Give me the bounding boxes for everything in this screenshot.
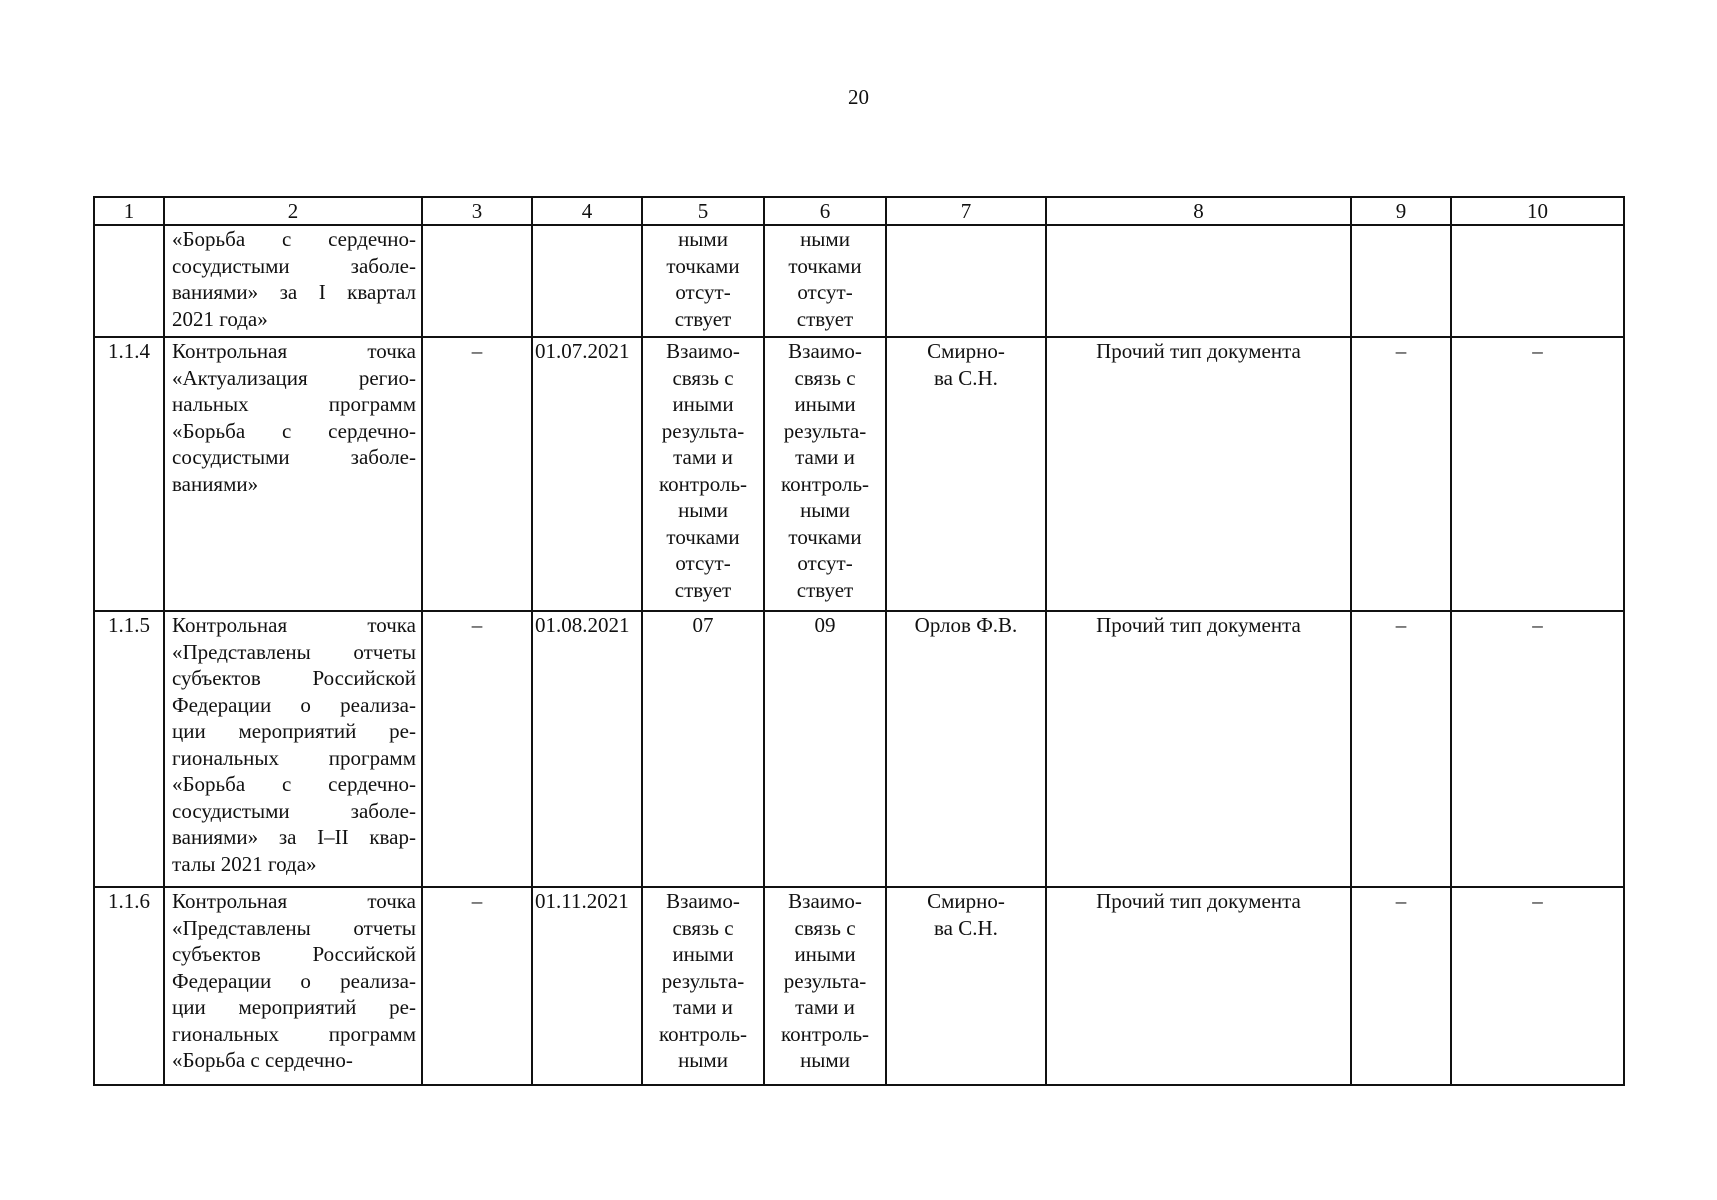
header-cell: 4: [532, 197, 642, 225]
row-col5-cell: [642, 611, 764, 887]
row-responsible-cell: [886, 225, 1046, 337]
cell-line: гиональных программ: [172, 1021, 416, 1046]
cell-line: 2021 года»: [172, 306, 268, 331]
row-doc-type-cell: Прочий тип документа: [1046, 337, 1351, 611]
header-cell: 1: [94, 197, 164, 225]
row-col5-cell: [642, 225, 764, 337]
cell-line: тами и: [673, 995, 733, 1019]
cell-line: тами и: [673, 445, 733, 469]
cell-line: отсут-: [675, 280, 731, 304]
cell-line: связь с: [672, 365, 734, 390]
row-doc-type-cell: Прочий тип документа: [1046, 887, 1351, 1085]
cell-line: «Борьба с сердечно-: [172, 227, 416, 251]
row-col9-cell: –: [1351, 337, 1451, 611]
row-col5-cell: [642, 337, 764, 611]
row-col9-cell: –: [1351, 887, 1451, 1085]
cell-line: ными: [678, 498, 728, 522]
row-col10-cell: [1451, 225, 1624, 337]
cell-line: точками: [788, 253, 862, 278]
row-name-cell: [164, 887, 422, 1085]
cell-line: Взаимо-: [788, 889, 862, 913]
cell-line: отсут-: [797, 551, 853, 575]
cell-line: ными: [800, 498, 850, 522]
row-col5-cell: [642, 887, 764, 1085]
row-responsible-cell: [886, 337, 1046, 611]
row-col3-cell: –: [422, 887, 532, 1085]
cell-line: «Борьба с сердечно-: [172, 418, 416, 443]
cell-line: ва С.Н.: [934, 915, 998, 940]
table-row: [94, 225, 1624, 337]
cell-line: тами и: [795, 445, 855, 469]
cell-line: связь с: [672, 915, 734, 940]
row-col6-cell: [764, 225, 886, 337]
header-cell: 5: [642, 197, 764, 225]
cell-line: иными: [794, 392, 856, 416]
cell-line: точками: [788, 524, 862, 549]
row-name-cell: [164, 337, 422, 611]
cell-line: ствует: [674, 306, 732, 331]
table-row: [94, 337, 1624, 611]
row-col10-cell: –: [1451, 611, 1624, 887]
document-table: [93, 196, 1625, 1086]
cell-line: ными: [800, 227, 850, 251]
row-name-cell: [164, 225, 422, 337]
cell-line: сосудистыми заболе-: [172, 445, 416, 469]
cell-line: контроль-: [658, 471, 748, 496]
cell-line: ваниями» за I квартал: [172, 280, 416, 304]
row-col6-cell: [764, 337, 886, 611]
cell-line: 07: [692, 613, 714, 637]
cell-line: контроль-: [780, 471, 870, 496]
cell-line: отсут-: [797, 280, 853, 304]
table-body: [94, 225, 1624, 1085]
cell-line: Контрольная точка: [172, 889, 416, 913]
row-doc-type-cell: [1046, 225, 1351, 337]
cell-line: ными: [678, 227, 728, 251]
row-number-cell: 1.1.6: [94, 887, 164, 1085]
page-number: 20: [848, 85, 869, 109]
header-cell: 2: [164, 197, 422, 225]
row-name-cell: [164, 611, 422, 887]
cell-line: Федерации о реализа-: [172, 968, 416, 993]
row-number-cell: [94, 225, 164, 337]
row-number-cell: 1.1.5: [94, 611, 164, 887]
cell-line: ва С.Н.: [934, 365, 998, 390]
row-col9-cell: –: [1351, 611, 1451, 887]
cell-line: ваниями»: [172, 471, 259, 496]
row-doc-type-cell: Прочий тип документа: [1046, 611, 1351, 887]
row-date-cell: 01.08.2021: [532, 611, 642, 887]
table-header-row: [94, 197, 1624, 225]
cell-line: Смирно-: [927, 889, 1005, 913]
cell-line: точками: [666, 524, 740, 549]
cell-line: Орлов Ф.В.: [914, 613, 1018, 637]
cell-line: ными: [800, 1048, 850, 1072]
cell-line: ствует: [674, 577, 732, 602]
row-col9-cell: [1351, 225, 1451, 337]
header-cell: 3: [422, 197, 532, 225]
header-cell: 9: [1351, 197, 1451, 225]
cell-line: результа-: [661, 418, 745, 443]
row-col10-cell: –: [1451, 887, 1624, 1085]
row-date-cell: [532, 225, 642, 337]
cell-line: сосудистыми заболе-: [172, 798, 416, 823]
cell-line: «Борьба с сердечно-: [172, 772, 416, 796]
row-col6-cell: [764, 611, 886, 887]
header-cell: 6: [764, 197, 886, 225]
cell-line: «Представлены отчеты: [172, 639, 416, 664]
row-col3-cell: –: [422, 611, 532, 887]
cell-line: Взаимо-: [666, 339, 740, 363]
cell-line: 09: [814, 613, 836, 637]
cell-line: контроль-: [658, 1021, 748, 1046]
cell-line: Смирно-: [927, 339, 1005, 363]
cell-line: Контрольная точка: [172, 613, 416, 637]
cell-line: точками: [666, 253, 740, 278]
row-col3-cell: [422, 225, 532, 337]
row-responsible-cell: [886, 611, 1046, 887]
cell-line: субъектов Российской: [172, 666, 416, 690]
cell-line: Федерации о реализа-: [172, 692, 416, 717]
cell-line: результа-: [783, 418, 867, 443]
cell-line: ваниями» за I–II квар-: [172, 825, 416, 849]
cell-line: сосудистыми заболе-: [172, 253, 416, 278]
cell-line: нальных программ: [172, 392, 416, 416]
cell-line: контроль-: [780, 1021, 870, 1046]
cell-line: «Актуализация регио-: [172, 365, 416, 390]
row-date-cell: 01.07.2021: [532, 337, 642, 611]
cell-line: результа-: [661, 968, 745, 993]
cell-line: иными: [672, 942, 734, 966]
row-number-cell: 1.1.4: [94, 337, 164, 611]
cell-line: гиональных программ: [172, 745, 416, 770]
cell-line: тами и: [795, 995, 855, 1019]
cell-line: субъектов Российской: [172, 942, 416, 966]
header-cell: 10: [1451, 197, 1624, 225]
row-col6-cell: [764, 887, 886, 1085]
cell-line: ствует: [796, 577, 854, 602]
table-row: [94, 611, 1624, 887]
row-responsible-cell: [886, 887, 1046, 1085]
cell-line: отсут-: [675, 551, 731, 575]
cell-line: Взаимо-: [666, 889, 740, 913]
cell-line: связь с: [794, 365, 856, 390]
cell-line: «Борьба с сердечно-: [172, 1048, 353, 1072]
cell-line: связь с: [794, 915, 856, 940]
cell-line: ции мероприятий ре-: [172, 719, 416, 743]
cell-line: ными: [678, 1048, 728, 1072]
cell-line: Контрольная точка: [172, 339, 416, 363]
row-col3-cell: –: [422, 337, 532, 611]
cell-line: результа-: [783, 968, 867, 993]
row-date-cell: 01.11.2021: [532, 887, 642, 1085]
table-row: [94, 887, 1624, 1085]
cell-line: ствует: [796, 306, 854, 331]
cell-line: иными: [794, 942, 856, 966]
row-col10-cell: –: [1451, 337, 1624, 611]
header-cell: 7: [886, 197, 1046, 225]
cell-line: Взаимо-: [788, 339, 862, 363]
cell-line: иными: [672, 392, 734, 416]
header-cell: 8: [1046, 197, 1351, 225]
cell-line: талы 2021 года»: [172, 851, 317, 876]
cell-line: «Представлены отчеты: [172, 915, 416, 940]
cell-line: ции мероприятий ре-: [172, 995, 416, 1019]
